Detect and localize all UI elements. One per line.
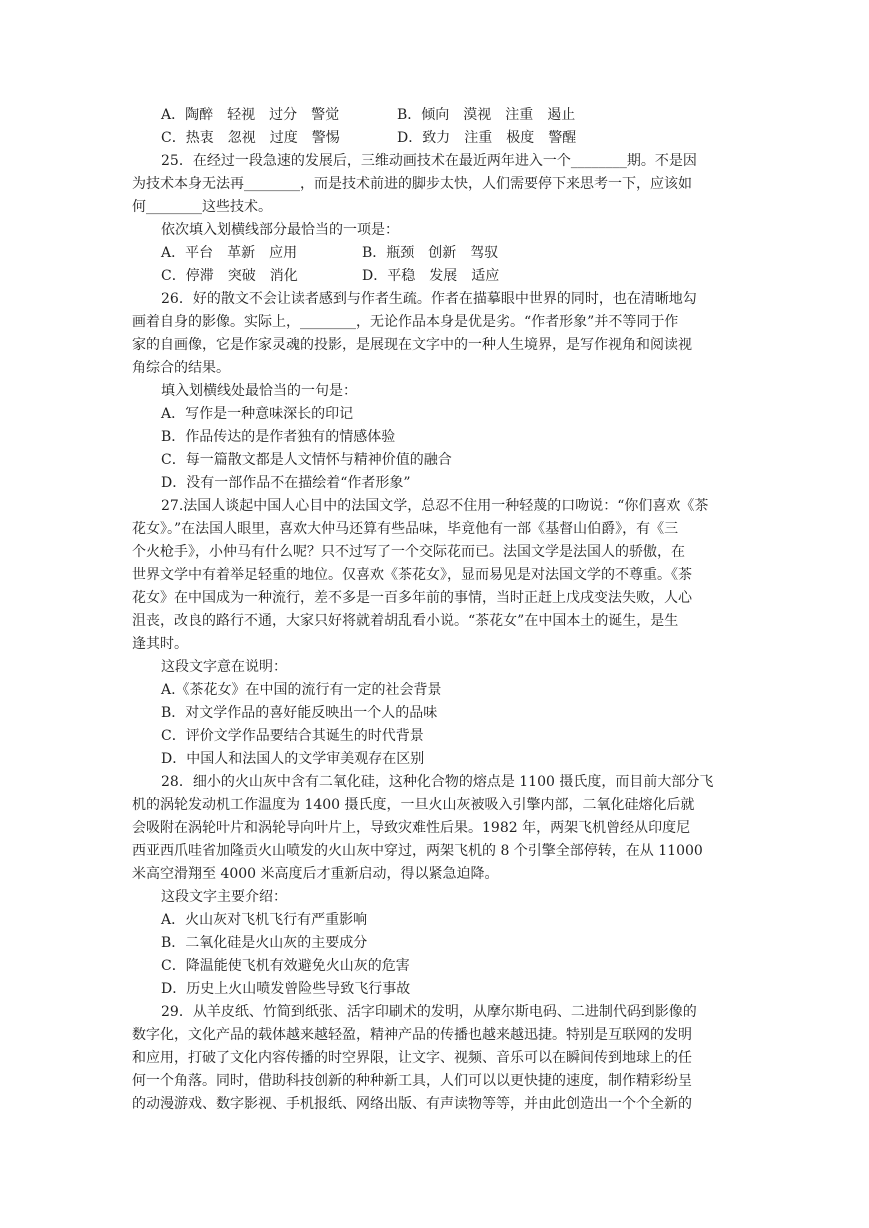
option-row bbox=[161, 128, 577, 148]
q26-stem-line: 画着自身的影像。实际上，________，无论作品本身是优是劣。“作者形象”并不等同于作 bbox=[132, 314, 679, 330]
option-c: C．停滞 突破 消化 bbox=[161, 268, 298, 284]
q28-stem-line: 28．细小的火山灰中含有二氧化硅，这种化合物的熔点是 1100 摄氏度，而目前大部分飞 bbox=[161, 774, 714, 790]
q26-stem-line: 26．好的散文不会让读者感到与作者生疏。作者在描摹眼中世界的同时，也在清晰地勾 bbox=[161, 291, 697, 307]
q27-stem-line: 世界文学中有着举足轻重的地位。仅喜欢《茶花女》，显而易见是对法国文学的不尊重。《茶 bbox=[132, 567, 692, 583]
q25-stem-line: 何________这些技术。 bbox=[132, 199, 272, 215]
option-b: B．对文学作品的喜好能反映出一个人的品味 bbox=[161, 705, 438, 721]
option-row bbox=[161, 105, 576, 125]
q28-stem-line: 机的涡轮发动机工作温度为 1400 摄氏度，一旦火山灰被吸入引擎内部，二氧化硅熔化后就 bbox=[132, 797, 695, 813]
q25-prompt: 依次填入划横线部分最恰当的一项是： bbox=[161, 222, 399, 238]
q27-prompt: 这段文字意在说明： bbox=[161, 659, 287, 675]
q29-stem-line: 数字化，文化产品的载体越来越轻盈，精神产品的传播也越来越迅捷。特别是互联网的发明 bbox=[132, 1027, 692, 1043]
q29-stem-line: 何一个角落。同时，借助科技创新的种种新工具，人们可以以更快捷的速度，制作精彩纷呈 bbox=[132, 1073, 692, 1089]
q26-prompt: 填入划横线处最恰当的一句是： bbox=[161, 383, 357, 399]
option-a: A．平台 革新 应用 bbox=[161, 245, 298, 261]
q27-stem-line: 花女》在中国成为一种流行，差不多是一百多年前的事情，当时正赶上戊戌变法失败，人心 bbox=[132, 590, 692, 606]
q27-stem-line: 花女》。”在法国人眼里，喜欢大仲马还算有些品味，毕竟他有一部《基督山伯爵》，有《三 bbox=[132, 521, 679, 537]
q25-stem-line: 25．在经过一段急速的发展后，三维动画技术在最近两年进入一个________期。不是因 bbox=[161, 153, 697, 169]
option-a: A．火山灰对飞机飞行有严重影响 bbox=[161, 912, 368, 928]
q28-stem-line: 会吸附在涡轮叶片和涡轮导向叶片上，导致灾难性后果。1982 年，两架飞机曾经从印度尼 bbox=[132, 820, 691, 836]
q26-stem-line: 角综合的结果。 bbox=[132, 360, 230, 376]
option-b: B．二氧化硅是火山灰的主要成分 bbox=[161, 935, 368, 951]
option-row bbox=[161, 243, 499, 263]
q26-stem-line: 家的自画像，它是作家灵魂的投影，是展现在文字中的一种人生境界，是写作视角和阅读视 bbox=[132, 337, 692, 353]
q27-stem-line: 沮丧，改良的路行不通，大家只好将就着胡乱看小说。“茶花女”在中国本土的诞生，是生 bbox=[132, 613, 679, 629]
option-c: C．热衷 忽视 过度 警惕 bbox=[161, 130, 340, 146]
option-c: C．每一篇散文都是人文情怀与精神价值的融合 bbox=[161, 452, 452, 468]
option-d: D．没有一部作品不在描绘着“作者形象” bbox=[161, 475, 411, 491]
option-d: D．历史上火山喷发曾险些导致飞行事故 bbox=[161, 981, 411, 997]
option-a: A.《茶花女》在中国的流行有一定的社会背景 bbox=[161, 682, 442, 698]
option-c: C．降温能使飞机有效避免火山灰的危害 bbox=[161, 958, 410, 974]
q29-stem-line: 29．从羊皮纸、竹简到纸张、活字印刷术的发明，从摩尔斯电码、二进制代码到影像的 bbox=[161, 1004, 697, 1020]
q29-stem-line: 和应用，打破了文化内容传播的时空界限，让文字、视频、音乐可以在瞬间传到地球上的任 bbox=[132, 1050, 692, 1066]
option-c: C．评价文学作品要结合其诞生的时代背景 bbox=[161, 728, 424, 744]
q29-stem-line: 的动漫游戏、数字影视、手机报纸、网络出版、有声读物等等，并由此创造出一个个全新的 bbox=[132, 1096, 692, 1112]
option-a: A．写作是一种意味深长的印记 bbox=[161, 406, 354, 422]
q28-stem-line: 米高空滑翔至 4000 米高度后才重新启动，得以紧急迫降。 bbox=[132, 866, 499, 882]
q28-prompt: 这段文字主要介绍： bbox=[161, 889, 287, 905]
option-b: B．倾向 漠视 注重 遏止 bbox=[397, 107, 576, 123]
q27-stem-line: 27.法国人谈起中国人心目中的法国文学，总忍不住用一种轻蔑的口吻说：“你们喜欢《茶 bbox=[161, 498, 709, 514]
option-b: B．作品传达的是作者独有的情感体验 bbox=[161, 429, 396, 445]
q28-stem-line: 西亚西爪哇省加隆贡火山喷发的火山灰中穿过，两架飞机的 8 个引擎全部停转，在从 11000 bbox=[132, 843, 703, 859]
option-d: D．平稳 发展 适应 bbox=[362, 268, 500, 284]
option-row bbox=[161, 266, 500, 286]
q27-stem-line: 个火枪手》，小仲马有什么呢？只不过写了一个交际花而已。法国文学是法国人的骄傲，在 bbox=[132, 544, 685, 560]
option-b: B．瓶颈 创新 驾驭 bbox=[362, 245, 499, 261]
option-d: D．中国人和法国人的文学审美观存在区别 bbox=[161, 751, 425, 767]
q27-stem-line: 逢其时。 bbox=[132, 636, 188, 652]
q25-stem-line: 为技术本身无法再________，而是技术前进的脚步太快，人们需要停下来思考一下，应该如 bbox=[132, 176, 692, 192]
option-d: D．致力 注重 极度 警醒 bbox=[397, 130, 577, 146]
option-a: A．陶醉 轻视 过分 警觉 bbox=[161, 107, 340, 123]
